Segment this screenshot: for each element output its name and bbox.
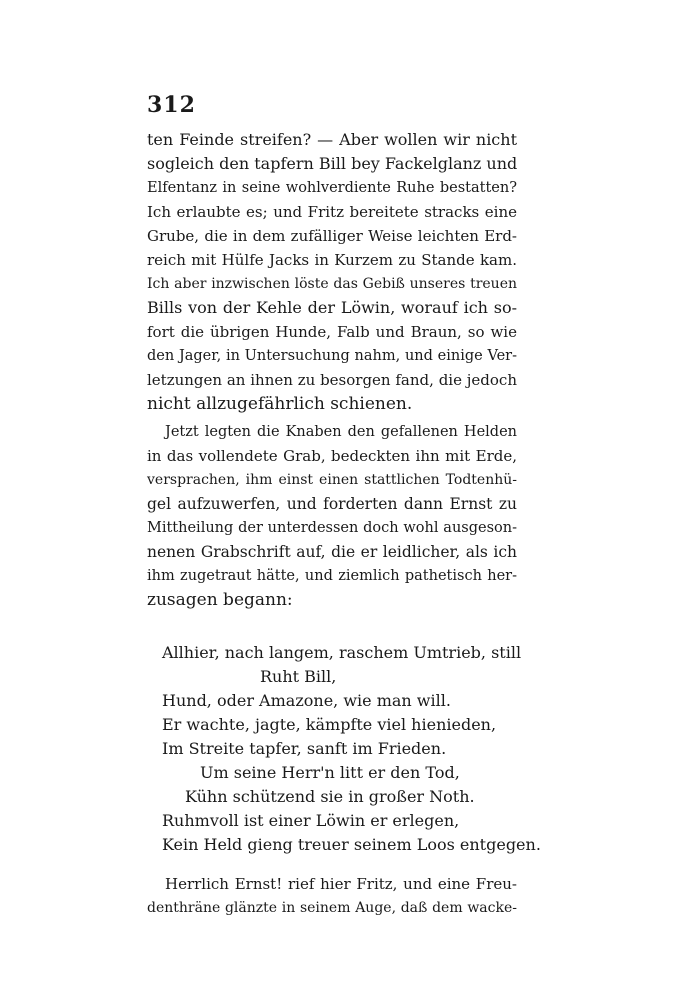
verse-line: Er wachte, jagte, kämpfte viel hienieden, [162,715,497,734]
text-line: reich mit Hülfe Jacks in Kurzem zu Stande kam. [147,251,517,269]
text-line: fort die übrigen Hunde, Falb und Braun, so wie [147,323,517,341]
text-line: Ich erlaubte es; und Fritz bereitete stracks eine [147,203,517,221]
page-number: 312 [147,92,196,118]
text-line: nenen Grabschrift auf, die er leidlicher, als ich [147,543,517,561]
text-line: Grube, die in dem zufälliger Weise leichten Erd- [147,227,517,245]
verse-line: Hund, oder Amazone, wie man will. [162,691,451,710]
text-line: ihm zugetraut hätte, und ziemlich pathetisch her- [147,568,517,584]
verse-line: Ruhmvoll ist einer Löwin er erlegen, [162,811,460,830]
text-line: denthräne glänzte in seinem Auge, daß dem wacke- [147,900,517,916]
verse-line: Kühn schützend sie in großer Noth. [185,787,475,806]
text-line: den Jager, in Untersuchung nahm, und einige Ver- [147,348,517,364]
verse-line: Kein Held gieng treuer seinem Loos entgegen. [162,835,541,854]
verse-line: Ruht Bill, [260,667,337,686]
verse-line: Um seine Herr'n litt er den Tod, [200,763,460,782]
text-line: gel aufzuwerfen, und forderten dann Ernst zu [147,495,517,513]
text-line: sogleich den tapfern Bill bey Fackelglanz und [147,154,518,173]
text-line: in das vollendete Grab, bedeckten ihn mit Erde, [147,447,517,465]
text-line: Jetzt legten die Knaben den gefallenen Helden [165,424,517,440]
text-line: zusagen begann: [147,590,293,610]
text-line: nicht allzugefährlich schienen. [147,394,413,414]
text-line: Mittheilung der unterdessen doch wohl ausgeson- [147,520,517,536]
text-line: Elfentanz in seine wohlverdiente Ruhe bestatten? [147,180,517,196]
verse-line: Allhier, nach langem, raschem Umtrieb, still [162,643,522,662]
text-line: Bills von der Kehle der Löwin, worauf ich so- [147,298,517,317]
text-line: letzungen an ihnen zu besorgen fand, die jedoch [147,371,517,389]
text-line: versprachen, ihm einst einen stattlichen Todtenhü- [147,472,517,488]
text-line: ten Feinde streifen? — Aber wollen wir nicht [147,130,517,149]
text-line: Ich aber inzwischen löste das Gebiß unseres treuen [147,276,517,292]
text-line: Herrlich Ernst! rief hier Fritz, und eine Freu- [165,875,517,893]
verse-line: Im Streite tapfer, sanft im Frieden. [162,739,447,758]
